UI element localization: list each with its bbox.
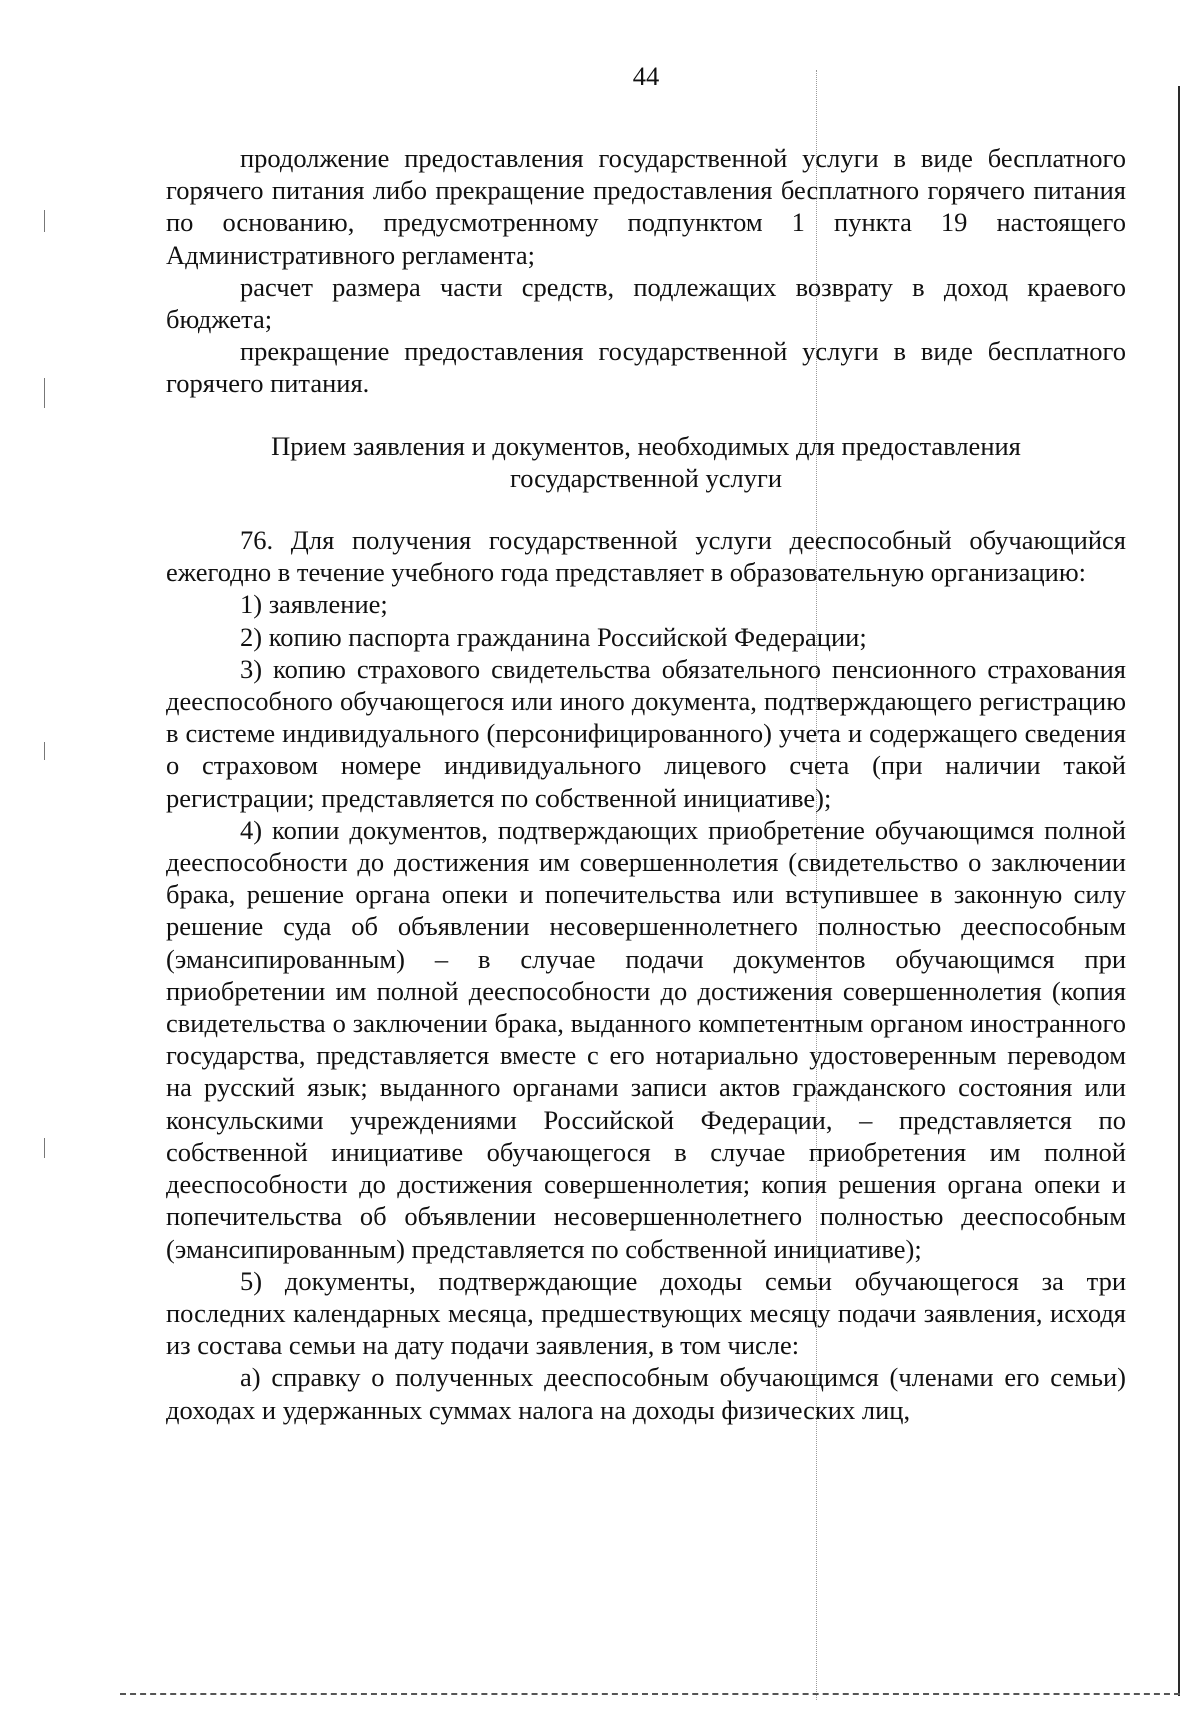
- paragraph: продолжение предоставления государственной услуги в виде бесплатного горячего питания либо прекращение предоставления бесплатного горячего питания по основанию, предусмотренному подпунктом 1 пункта 19 настоящего Административного регламента;: [166, 143, 1126, 270]
- paragraph: 76. Для получения государственной услуги дееспособный обучающийся ежегодно в течение учебного года представляет в образовательную организацию:: [166, 525, 1126, 588]
- list-item: 5) документы, подтверждающие доходы семьи обучающегося за три последних календарных месяца, предшествующих месяцу подачи заявления, исходя из состава семьи на дату подачи заявления, в том числе:: [166, 1265, 1126, 1361]
- section-heading: Прием заявления и документов, необходимых для предоставления государственной услуги: [271, 430, 1021, 493]
- scan-edge-right: [1178, 86, 1180, 1696]
- list-item: 3) копию страхового свидетельства обязательного пенсионного страхования дееспособного обучающегося или иного документа, подтверждающего регистрацию в системе индивидуального (персонифицированного) учета и содержащего сведения о страховом номере индивидуального лицевого счета (при наличии такой регистрации; представляется по собственной инициативе);: [166, 653, 1126, 813]
- scan-edge-mark: [44, 1138, 45, 1158]
- list-item: 1) заявление;: [240, 589, 388, 620]
- page-number: 44: [632, 61, 660, 91]
- paragraph: прекращение предоставления государственной услуги в виде бесплатного горячего питания.: [166, 336, 1126, 399]
- list-item: 4) копии документов, подтверждающих приобретение обучающимся полной дееспособности до достижения им совершеннолетия (свидетельство о заключении брака, решение органа опеки и попечительства или вступившее в законную силу решение суда об объявлении несовершеннолетнего полностью дееспособным (эмансипированным) – в случае подачи документов обучающимся при приобретении им полной дееспособности до достижения совершеннолетия (копия свидетельства о заключении брака, выданного компетентным органом иностранного государства, представляется вместе с его нотариально удостоверенным переводом на русский язык; выданного органами записи актов гражданского состояния или консульскими учреждениями Российской Федерации, – представляется по собственной инициативе обучающегося в случае приобретения им полной дееспособности до достижения совершеннолетия; копия решения органа опеки и попечительства об объявлении несовершеннолетнего полностью дееспособным (эмансипированным) представляется по собственной инициативе);: [166, 814, 1126, 1264]
- list-item: а) справку о полученных дееспособным обучающимся (членами его семьи) доходах и удержанных суммах налога на доходы физических лиц,: [166, 1362, 1126, 1425]
- list-item: 2) копию паспорта гражданина Российской Федерации;: [240, 621, 867, 652]
- scan-edge-mark: [44, 378, 45, 408]
- scan-edge-mark: [44, 210, 45, 232]
- document-body: [166, 60, 1126, 1426]
- paragraph: расчет размера части средств, подлежащих возврату в доход краевого бюджета;: [166, 271, 1126, 335]
- scan-edge-bottom: [120, 1693, 1180, 1695]
- scan-edge-mark: [44, 742, 45, 760]
